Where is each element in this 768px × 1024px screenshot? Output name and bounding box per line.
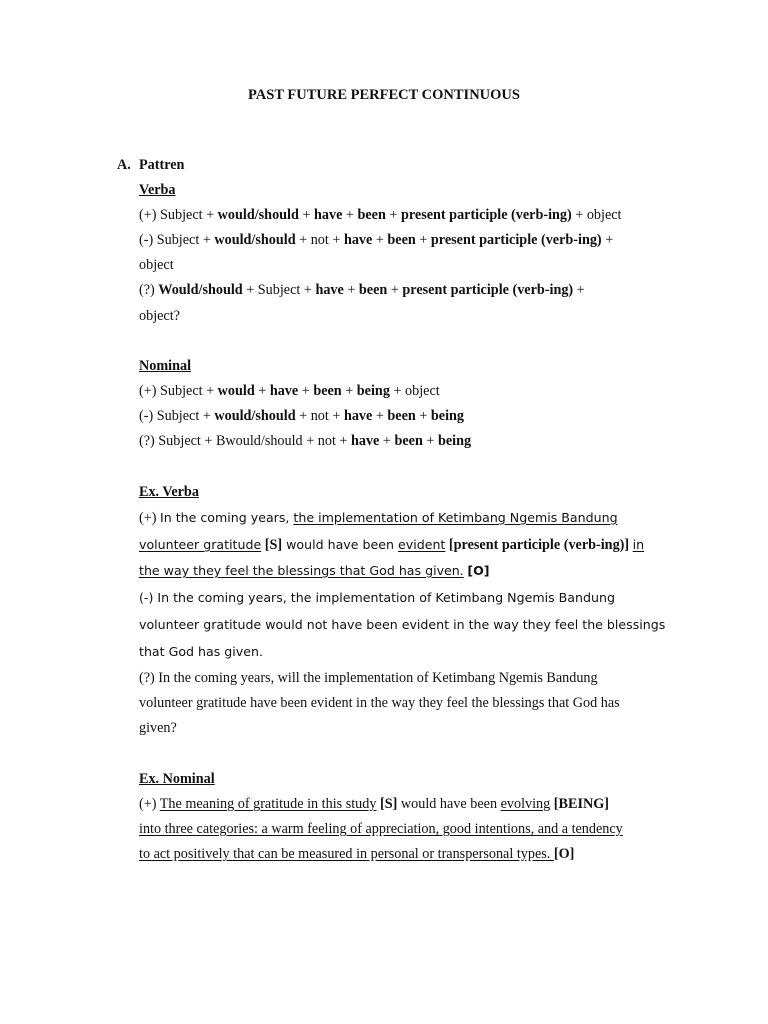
ex-verba-negative-line-1: (-) In the coming years, the implementation of Ketimbang Ngemis Bandung [139,590,615,605]
ex-verba-question-line-3: given? [139,720,177,736]
verba-negative-pattern-cont: object [139,257,174,273]
ex-verba-question-line-2: volunteer gratitude have been evident in the way they feel the blessings that God has [139,695,620,711]
ex-nominal-positive-line-1: (+) The meaning of gratitude in this study [S] would have been evolving [BEING] [139,796,609,812]
ex-verba-question-line-1: (?) In the coming years, will the implementation of Ketimbang Ngemis Bandung [139,670,598,686]
verba-negative-pattern: (-) Subject + would/should + not + have + been + present participle (verb-ing) + [139,232,614,248]
ex-verba-negative-line-2: volunteer gratitude would not have been evident in the way they feel the blessings [139,617,666,632]
nominal-heading: Nominal [139,358,192,374]
section-a-heading: Pattren [139,157,185,173]
ex-nominal-heading: Ex. Nominal [139,771,215,787]
section-a-marker: A. [117,157,131,173]
nominal-positive-pattern: (+) Subject + would + have + been + being + object [139,383,440,399]
nominal-question-pattern: (?) Subject + Bwould/should + not + have + been + being [139,433,472,449]
ex-verba-positive-line-2: volunteer gratitude [S] would have been evident [present participle (verb-ing)] in [139,537,645,553]
verba-heading: Verba [139,182,176,198]
verba-question-pattern-cont: object? [139,308,180,324]
ex-verba-positive-line-1: (+) In the coming years, the implementation of Ketimbang Ngemis Bandung [139,510,618,526]
ex-verba-heading: Ex. Verba [139,484,199,500]
ex-verba-positive-line-3: the way they feel the blessings that God has given. [O] [139,563,490,578]
ex-verba-negative-line-3: that God has given. [139,644,263,659]
ex-nominal-positive-line-3: to act positively that can be measured in personal or transpersonal types. [O] [139,846,575,862]
verba-question-pattern: (?) Would/should + Subject + have + been + present participle (verb-ing) + [139,282,585,298]
ex-nominal-positive-line-2: into three categories: a warm feeling of appreciation, good intentions, and a tendency [139,821,623,837]
page-title: PAST FUTURE PERFECT CONTINUOUS [248,87,520,103]
nominal-negative-pattern: (-) Subject + would/should + not + have + been + being [139,408,465,424]
verba-positive-pattern: (+) Subject + would/should + have + been + present participle (verb-ing) + object [139,207,622,223]
